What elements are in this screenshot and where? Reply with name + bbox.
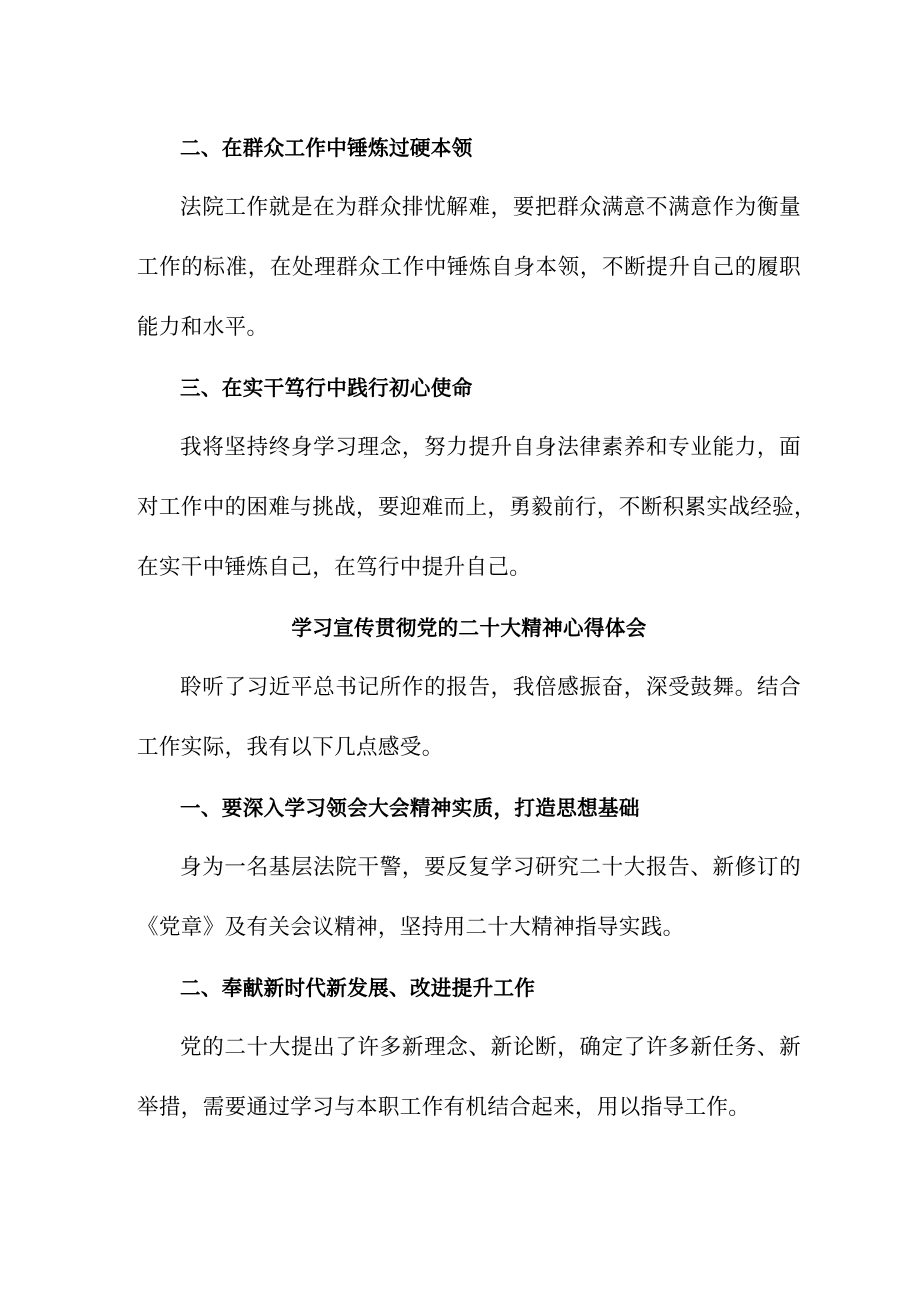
paragraph-line: 党的二十大提出了许多新理念、新论断，确定了许多新任务、新	[180, 1035, 801, 1060]
paragraph-line: 能力和水平。	[137, 315, 269, 340]
paragraph-line: 在实干中锤炼自己，在笃行中提升自己。	[137, 555, 532, 580]
paragraph-line: 对工作中的困难与挑战，要迎难而上，勇毅前行，不断积累实战经验，	[137, 495, 816, 520]
paragraph-line: 举措，需要通过学习与本职工作有机结合起来，用以指导工作。	[137, 1095, 751, 1120]
paragraph-line: 我将坚持终身学习理念，努力提升自身法律素养和专业能力，面	[180, 435, 801, 460]
paragraph-line: 身为一名基层法院干警，要反复学习研究二十大报告、新修订的	[180, 855, 801, 880]
paragraph-line: 聆听了习近平总书记所作的报告，我倍感振奋，深受鼓舞。结合	[180, 675, 801, 700]
paragraph-line: 工作的标准，在处理群众工作中锤炼自身本领，不断提升自己的履职	[137, 255, 801, 280]
paragraph-line: 法院工作就是在为群众排忧解难，要把群众满意不满意作为衡量	[180, 195, 801, 220]
section-heading: 三、在实干笃行中践行初心使命	[180, 376, 473, 400]
section-heading: 一、要深入学习领会大会精神实质，打造思想基础	[180, 796, 640, 820]
paragraph-line: 《党章》及有关会议精神，坚持用二十大精神指导实践。	[137, 915, 685, 940]
section-heading: 二、在群众工作中锤炼过硬本领	[180, 136, 473, 160]
article-title: 学习宣传贯彻党的二十大精神心得体会	[291, 616, 647, 640]
document-body	[137, 118, 816, 1138]
section-heading: 二、奉献新时代新发展、改进提升工作	[180, 976, 536, 1000]
paragraph-line: 工作实际，我有以下几点感受。	[137, 735, 444, 760]
